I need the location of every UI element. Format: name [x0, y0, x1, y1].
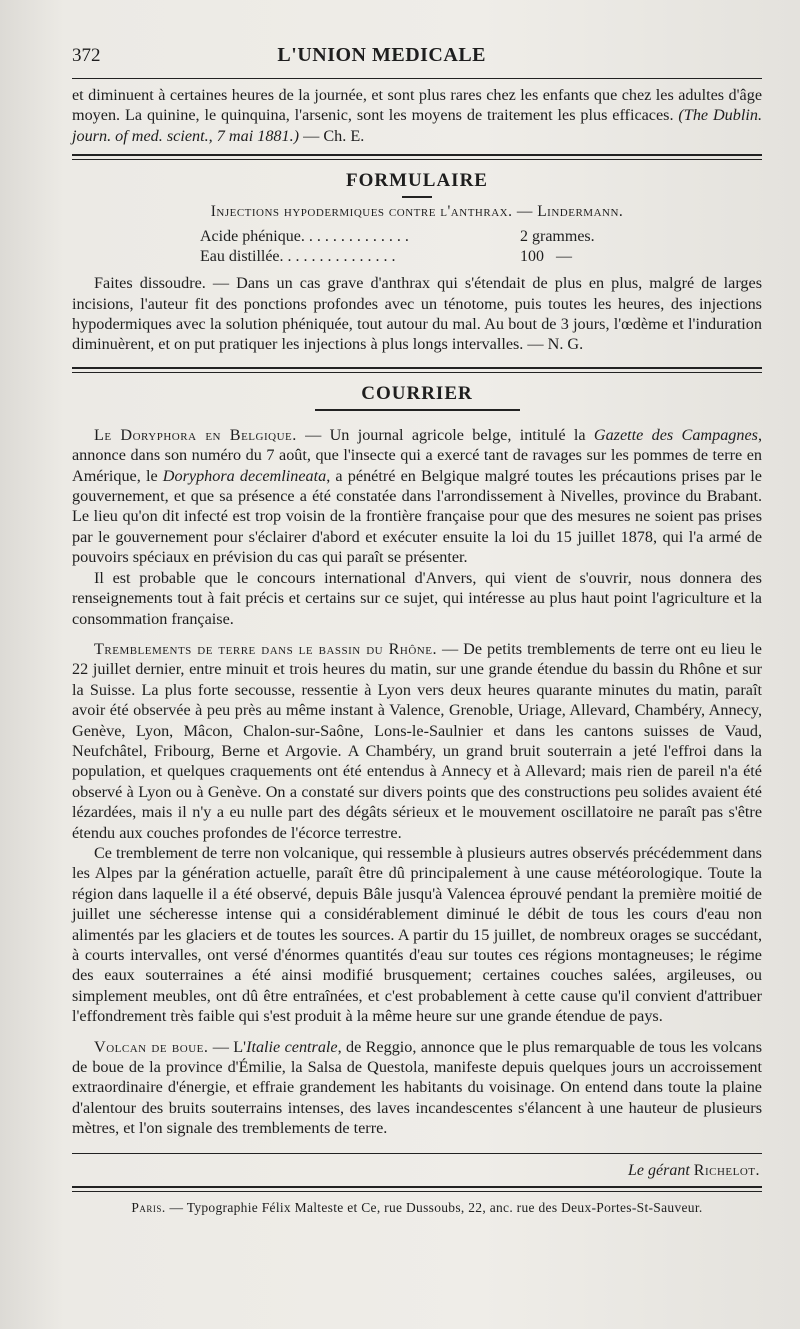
- formulaire-subtitle-author: — Lindermann.: [512, 203, 624, 221]
- courrier-top-rule: [72, 367, 762, 373]
- earthquake-heading: Tremblements de terre dans le bassin du Rhône.: [94, 639, 437, 658]
- imprint-text: — Typographie Félix Malteste et Ce, rue Dussoubs, 22, anc. rue des Deux-Portes-St-Sauveur.: [165, 1199, 703, 1215]
- mud-volcano-heading: Volcan de boue.: [94, 1037, 209, 1056]
- ingredient-name: Acide phénique. . . . . . . . . . . . . .: [200, 228, 409, 246]
- mud-volcano-paragraph: [72, 1037, 762, 1139]
- journal-title: L'UNION MEDICALE: [277, 44, 486, 66]
- mud-volcano-text-a: — L': [208, 1037, 247, 1056]
- header-rule: [72, 78, 762, 79]
- footer-rule: [72, 1186, 762, 1192]
- formulaire-subtitle-prefix: Injections hypodermiques contre l'anthrax.: [210, 203, 513, 221]
- doryphora-heading: Le Doryphora en Belgique.: [94, 425, 297, 444]
- formulaire-top-rule: [72, 154, 762, 160]
- printer-imprint: [72, 1200, 762, 1216]
- recipe-row: [200, 247, 762, 267]
- ingredient-name: Eau distillée. . . . . . . . . . . . . . .: [200, 248, 396, 266]
- intro-paragraph: [72, 85, 762, 146]
- intro-signoff: — Ch. E.: [299, 126, 365, 145]
- formulaire-title: FORMULAIRE: [346, 170, 488, 192]
- signature-label: Le gérant: [628, 1161, 690, 1179]
- courrier-title: COURRIER: [361, 382, 473, 404]
- imprint-city: Paris.: [131, 1199, 166, 1215]
- intro-text: et diminuent à certaines heures de la journée, et sont plus rares chez les enfants que chez les adultes d'âge moyen. La quinine, le quinquina, l'arsenic, sont les moyens de traitement les plus efficaces.: [72, 86, 762, 125]
- doryphora-species: Doryphora decemlineata: [162, 466, 327, 485]
- ingredient-quantity: 2 grammes.: [520, 228, 595, 246]
- doryphora-publication: Gazette des Campagnes: [593, 425, 758, 444]
- doryphora-paragraph: [72, 425, 762, 568]
- earthquake-paragraph: [72, 639, 762, 843]
- recipe-row: [200, 227, 762, 247]
- doryphora-text-c: , a pénétré en Belgique malgré toutes les précautions prises par le gouvernement, et que sa présence a été constatée dans l'arrondissement à Nivelles, province du Brabant. Le lieu qu'on dit infecté est trop voisin de la frontière française pour que des mesures ne soient pas prises par le gouvernement pour s'éclairer d'abord et exécuter ensuite la loi du 15 juillet 1878, qui l'a armé de pouvoirs spéciaux en prévision du cas qui paraît se présenter.: [72, 466, 762, 567]
- courrier-title-bar: [315, 409, 520, 411]
- signature: [72, 1162, 760, 1180]
- mud-volcano-publication: Italie centrale: [246, 1037, 338, 1056]
- earthquake-text: — De petits tremblements de terre ont eu lieu le 22 juillet dernier, entre minuit et trois heures du matin, sur une grande étendue du bassin du Rhône et sur la Suisse. La plus forte secousse, ressentie à Lyon vers deux heures quarante minutes du matin, paraît avoir été observée à peu près au même instant à Valence, Grenoble, Uriage, Allevard, Chambéry, Annecy, Genève, Lyon, Mâcon, Chalon-sur-Saône, Lons-le-Saulnier et dans les cantons suisses de Vaud, Neufchâtel, Fribourg, Berne et Argovie. A Chambéry, un grand bruit souterrain a jeté l'effroi dans la population, et quelques craquements ont été entendus à Annecy et à Allevard; mais rien de pareil n'a été observé à Lyon ou à Genève. On a constaté sur divers points que des constructions peu solides avaient été lézardées, mais il n'y a eu nulle part des dégâts sérieux et le mouvement oscillatoire ne paraît pas s'être étendu aux couches profondes de l'écorce terrestre.: [72, 639, 762, 842]
- formulaire-subtitle: [72, 203, 762, 221]
- earthquake-paragraph-2: Ce tremblement de terre non volcanique, qui ressemble à plusieurs autres observés précédemment dans les Alpes par la génération actuelle, paraît être dû principalement à une cause météorologique. Toute la région dans laquelle il a été observé, depuis Bâle jusqu'à Valencea éprouvé pendant la première moitié de juillet une sécheresse intense qui a considérablement diminué le débit de tous les cours d'eau non alimentés par les glaciers et de toutes les sources. A partir du 15 juillet, de nombreux orages se succédant, à courts intervalles, ont versé d'énormes quantités d'eau sur toutes ces régions montagneuses; le régime des eaux souterraines a été ainsi modifié brusquement; certaines couches salées, argileuses, ou simplement meubles, ont dû être entraînées, et c'est probablement à cette cause qu'il convient d'attribuer l'effondrement très faible qui s'est produit à la même heure sur une grande étendue de pays.: [72, 843, 762, 1026]
- running-head: [72, 44, 762, 72]
- doryphora-text-a: — Un journal agricole belge, intitulé la: [296, 425, 594, 444]
- mud-volcano-text-b: , de Reggio, annonce que le plus remarquable de tous les volcans de boue de la province d'Émilie, la Salsa de Questola, manifeste depuis quelques jours un accroissement extraordinaire d'énergie, et effraie grandement les habitants du voisinage. On entend dans toute la plaine d'alentour des bruits souterrains intenses, des laves incandescentes s'élancent à une hauteur de plusieurs mètres, et l'on signale des tremblements de terre.: [72, 1037, 763, 1138]
- intro-citation: (The Dublin. journ. of med. scient., 7 mai 1881.): [72, 106, 762, 145]
- signature-rule: [72, 1153, 762, 1154]
- formulaire-title-bar: [402, 196, 432, 198]
- recipe-list: [200, 227, 762, 267]
- doryphora-text-b: , annonce dans son numéro du 7 août, que l'insecte qui a exercé tant de ravages sur les pommes de terre en Amérique, le: [72, 425, 763, 485]
- ingredient-quantity: 100 —: [520, 248, 572, 266]
- page-number: 372: [72, 45, 101, 66]
- formulaire-body: Faites dissoudre. — Dans un cas grave d'anthrax qui s'étendait de plus en plus, malgré de larges incisions, l'auteur fit des ponctions profondes avec un ténotome, puis toutes les heures, des injections hypodermiques avec la solution phéniquée, tout autour du mal. Au bout de 3 jours, l'œdème et l'induration diminuèrent, et on put pratiquer les injections à plus longs intervalles. — N. G.: [72, 274, 762, 354]
- signature-name: Richelot.: [693, 1161, 760, 1179]
- doryphora-paragraph-2: Il est probable que le concours international d'Anvers, qui vient de s'ouvrir, nous donnera des renseignements tout à fait précis et certains sur ce sujet, qui intéresse au plus haut point l'agriculture et la consommation française.: [72, 568, 762, 628]
